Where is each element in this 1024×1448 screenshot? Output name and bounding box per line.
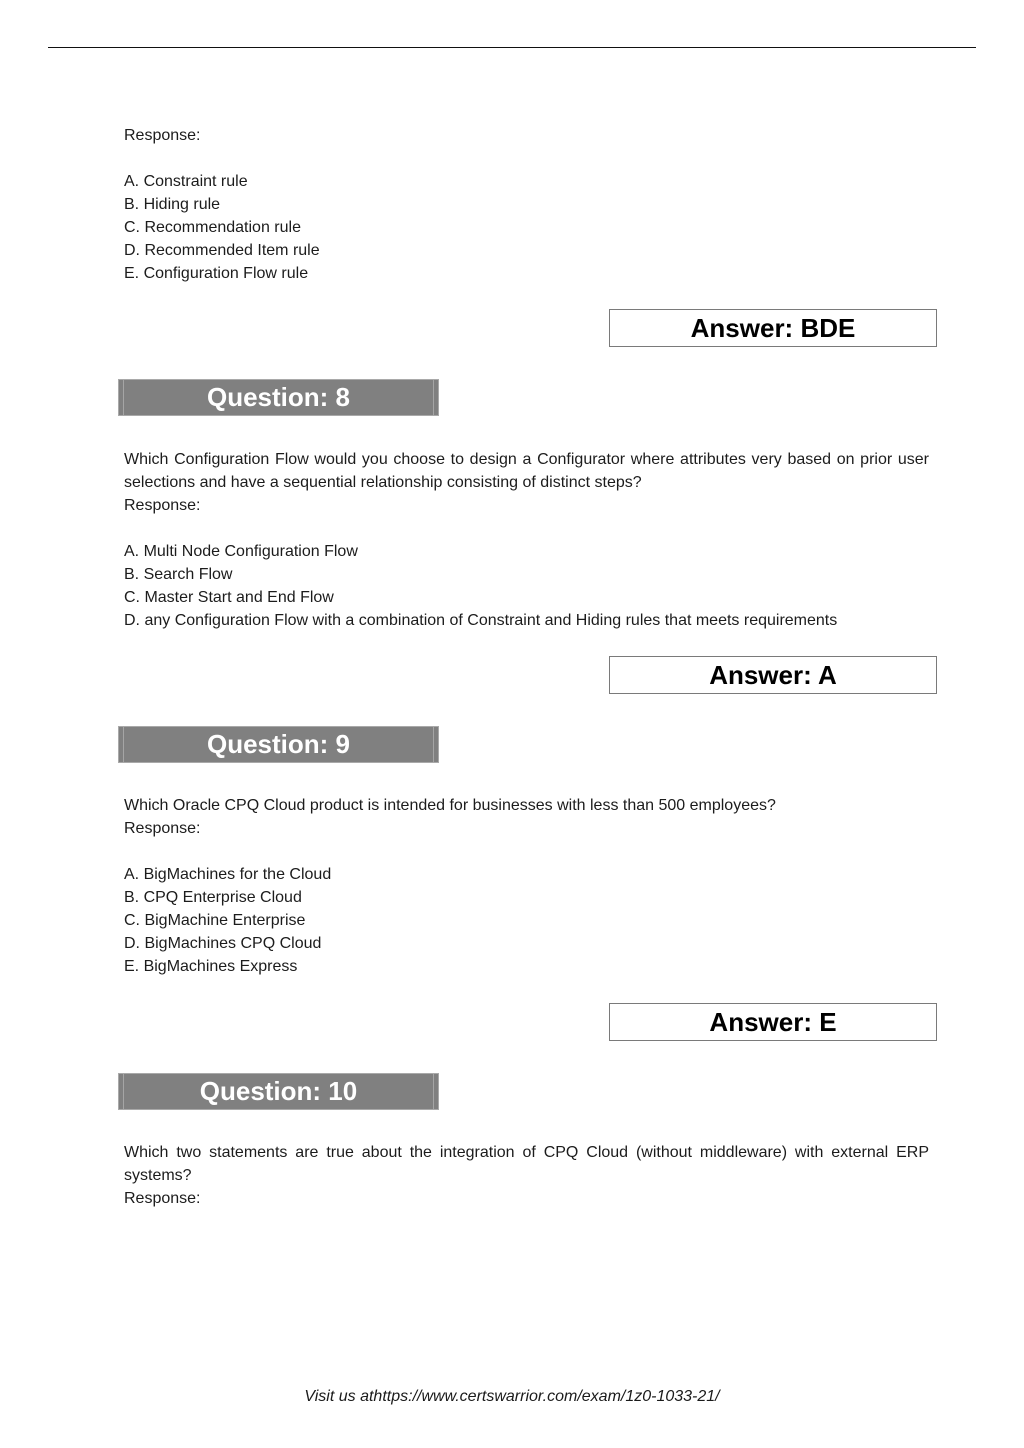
q9-option-b: B. CPQ Enterprise Cloud [124,889,302,906]
q7-response-label: Response: [124,127,201,144]
q7-option-e: E. Configuration Flow rule [124,265,309,282]
q9-option-d: D. BigMachines CPQ Cloud [124,935,322,952]
q9-header: Question: 9 [118,726,439,763]
q9-option-a: A. BigMachines for the Cloud [124,866,332,883]
q9-response-label: Response: [124,820,201,837]
q7-option-a: A. Constraint rule [124,173,248,190]
footer-visit-link[interactable]: Visit us athttps://www.certswarrior.com/exam/1z0-1033-21/ [304,1388,720,1405]
q9-option-c: C. BigMachine Enterprise [124,912,306,929]
q8-response-label: Response: [124,497,201,514]
q10-response-label: Response: [124,1190,201,1207]
q9-question-text: Which Oracle CPQ Cloud product is intended for businesses with less than 500 employees? [124,797,776,814]
q8-option-b: B. Search Flow [124,566,233,583]
q10-header: Question: 10 [118,1073,439,1110]
q8-question-text: Which Configuration Flow would you choose to design a Configurator where attributes very based on prior user selections and have a sequential relationship consisting of distinct steps? [124,451,929,491]
q10-question-text: Which two statements are true about the integration of CPQ Cloud (without middleware) with external ERP systems? [124,1144,929,1184]
q8-answer-box: Answer: A [609,656,937,694]
q9-option-e: E. BigMachines Express [124,958,298,975]
q9-answer-box: Answer: E [609,1003,937,1041]
q7-option-d: D. Recommended Item rule [124,242,320,259]
header-divider [48,47,976,48]
q7-option-b: B. Hiding rule [124,196,221,213]
q7-answer-box: Answer: BDE [609,309,937,347]
q8-option-d: D. any Configuration Flow with a combination of Constraint and Hiding rules that meets requirements [124,612,838,629]
q8-header: Question: 8 [118,379,439,416]
q8-option-a: A. Multi Node Configuration Flow [124,543,358,560]
q7-option-c: C. Recommendation rule [124,219,301,236]
q8-option-c: C. Master Start and End Flow [124,589,334,606]
